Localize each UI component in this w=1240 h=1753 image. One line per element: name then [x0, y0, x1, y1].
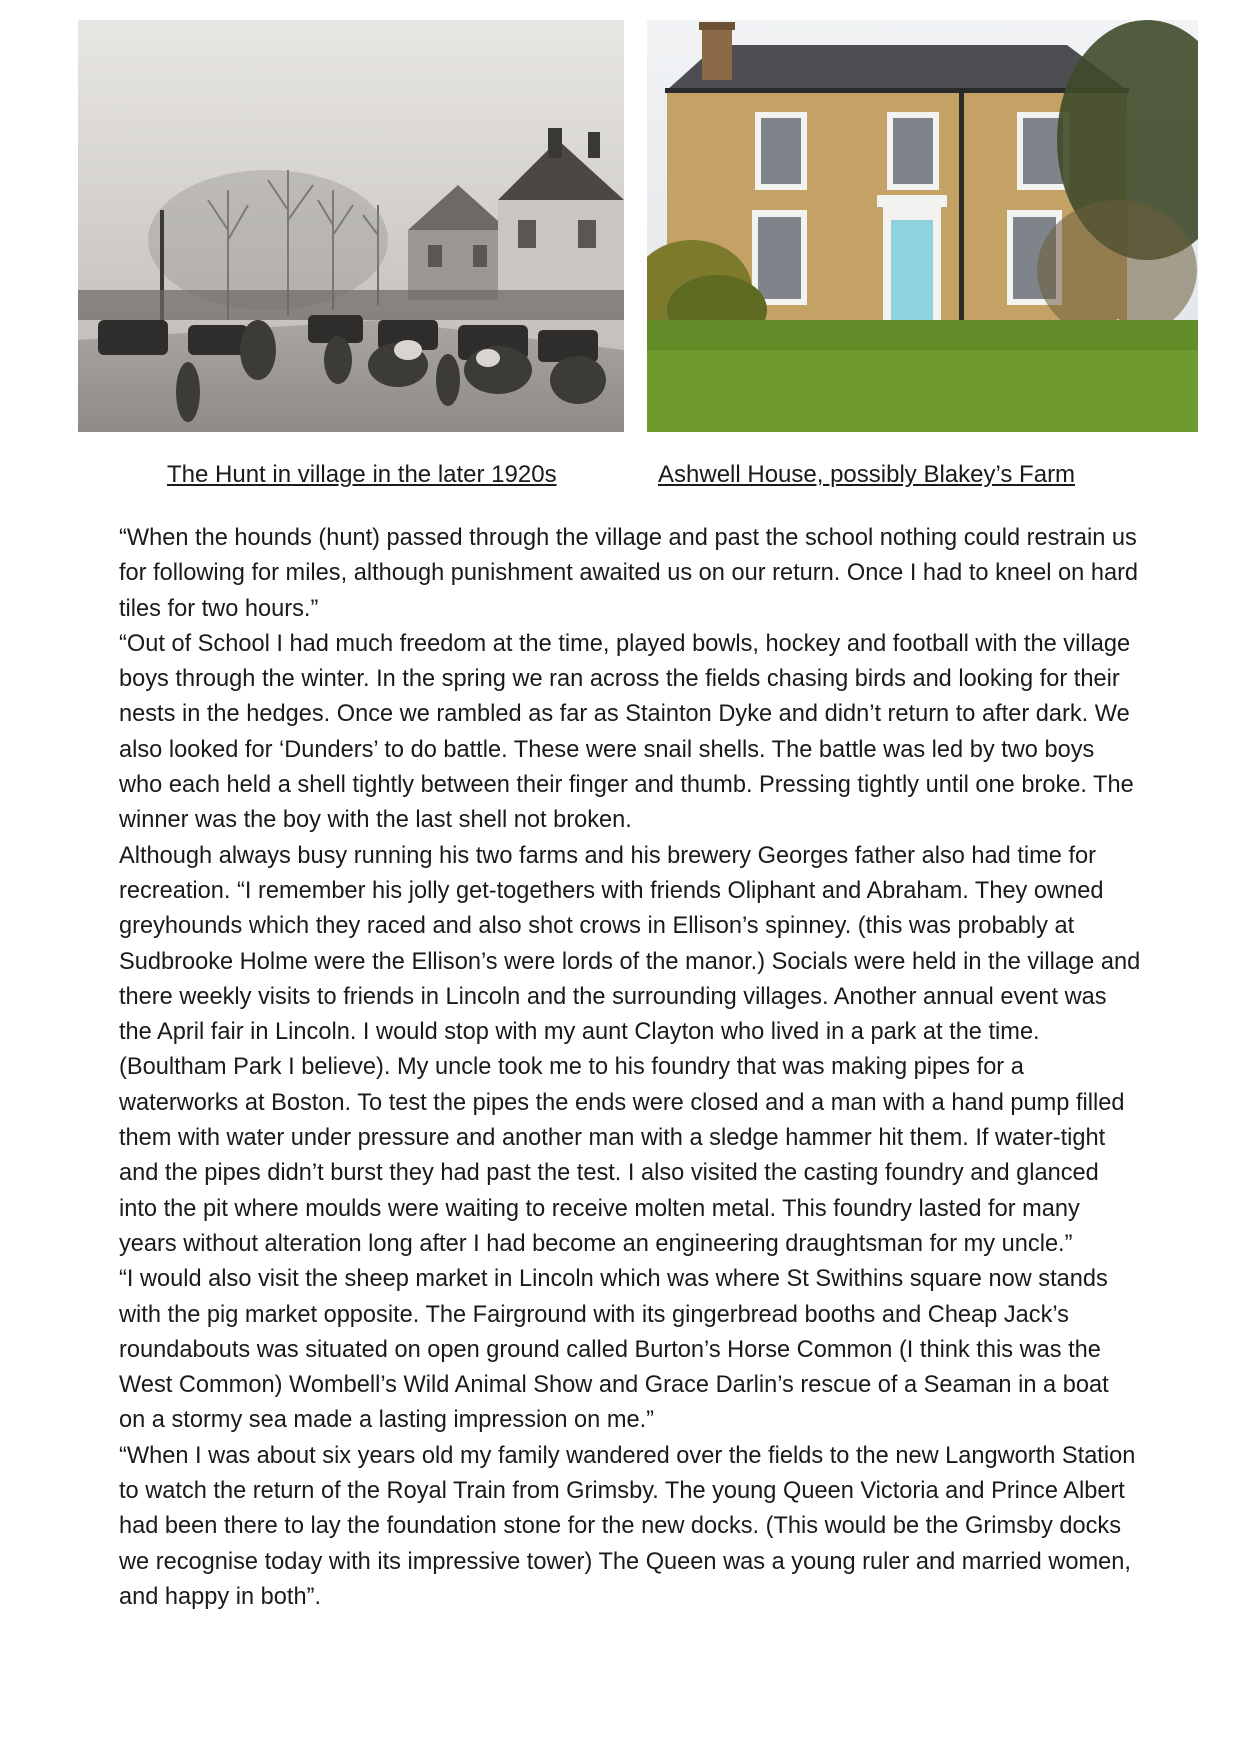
paragraph: Although always busy running his two farms and his brewery Georges father also had time for recreation. “I remember his jolly get-togethers with friends Oliphant and Abraham. They owned greyhounds which they raced and also shot crows in Ellison’s spinney. (this was probably at Sudbrooke Holme were the Ellison’s were lords of the manor.) Socials were held in the village and there weekly visits to friends in Lincoln and the surrounding villages. Another annual event was the April fair in Lincoln. I would stop with my aunt Clayton who lived in a park at the time. (Boultham Park I believe). My uncle took me to his foundry that was making pipes for a waterworks at Boston. To test the pipes the ends were closed and a man with a hand pump filled them with water under pressure and another man with a sledge hammer hit them. If water-tight and the pipes didn’t burst they had past the test. I also visited the casting foundry and glanced into the pit where moulds were waiting to receive molten metal. This foundry lasted for many years without alteration long after I had become an engineering draughtsman for my uncle.” [119, 842, 1141, 1257]
body-text [119, 521, 1141, 1615]
hunt-photo-icon [78, 20, 624, 432]
paragraph: “I would also visit the sheep market in Lincoln which was where St Swithins square now stands with the pig market opposite. The Fairground with its gingerbread booths and Cheap Jack’s roundabouts was situated on open ground called Burton’s Horse Common (I think this was the West Common) Wombell’s Wild Animal Show and Grace Darlin’s rescue of a Seaman in a boat on a stormy sea made a lasting impression on me.” [119, 1266, 1109, 1434]
house-photo-icon [647, 20, 1198, 432]
paragraph: “Out of School I had much freedom at the time, played bowls, hockey and football with the village boys through the winter. In the spring we ran across the fields chasing birds and looking for their nests in the hedges. Once we rambled as far as Stainton Dyke and didn’t return to after dark. We also looked for ‘Dunders’ to do battle. These were snail shells. The battle was led by two boys who each held a shell tightly between their finger and thumb. Pressing tightly until one broke. The winner was the boy with the last shell not broken. [119, 630, 1134, 834]
paragraph: “When the hounds (hunt) passed through the village and past the school nothing could restrain us for following for miles, although punishment awaited us on our return. Once I had to kneel on hard tiles for two hours.” [119, 525, 1139, 622]
caption-ashwell-house: Ashwell House, possibly Blakey’s Farm [658, 461, 1076, 488]
caption-hunt: The Hunt in village in the later 1920s [167, 461, 557, 488]
paragraph: “When I was about six years old my family wandered over the fields to the new Langworth Station to watch the return of the Royal Train from Grimsby. The young Queen Victoria and Prince Albert had been there to lay the foundation stone for the new docks. (This would be the Grimsby docks we recognise today with its impressive tower) The Queen was a young ruler and married women, and happy in both”. [119, 1442, 1136, 1610]
